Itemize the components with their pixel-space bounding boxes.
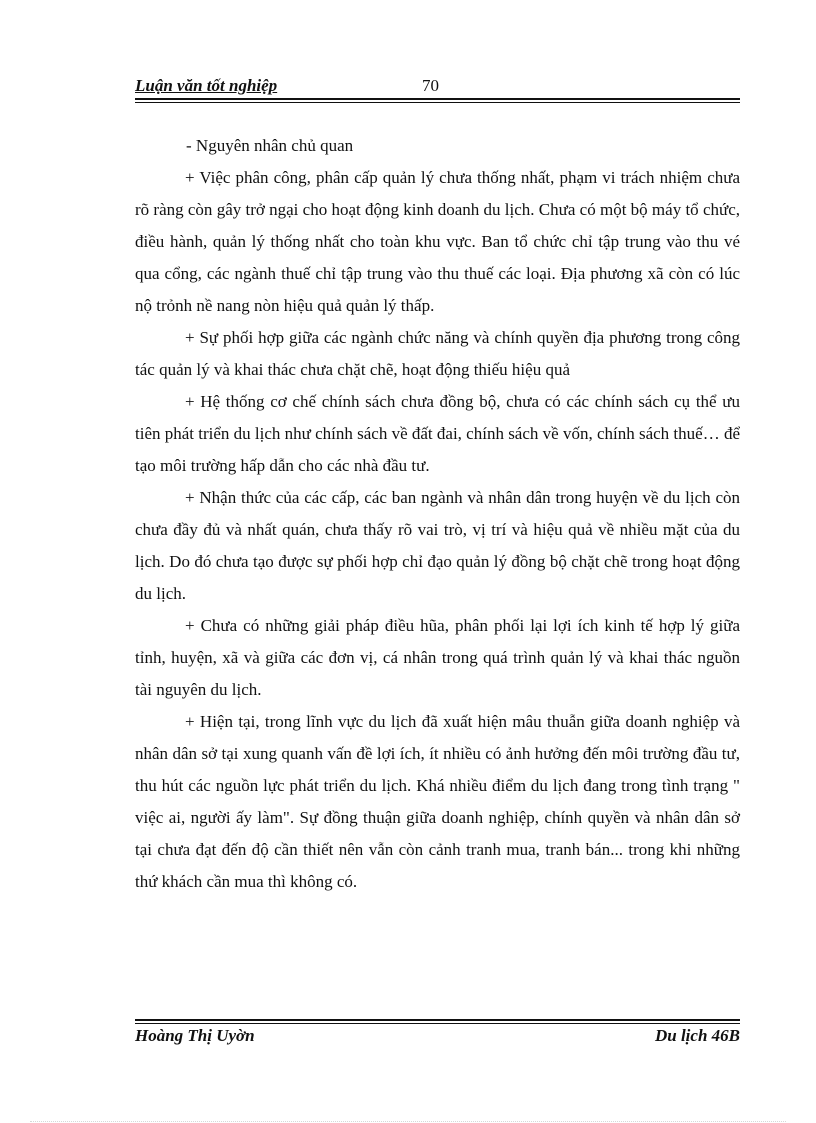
paragraph: + Chưa có những giải pháp điều hũa, phân phối lại lợi ích kinh tế hợp lý giữa tỉnh, huyện, xã và giữa các đơn vị, cá nhân trong quá trình quản lý và khai thác nguồn tài nguyên du lịch. <box>135 616 740 699</box>
document-title: Luận văn tốt nghiệp <box>135 76 278 95</box>
page-number: 70 <box>422 76 439 95</box>
paragraph: + Sự phối hợp giữa các ngành chức năng và chính quyền địa phương trong công tác quản lý và khai thác chưa chặt chẽ, hoạt động thiếu hiệu quả <box>135 328 740 379</box>
page-edge-divider <box>30 1121 786 1122</box>
paragraph: + Việc phân công, phân cấp quản lý chưa thống nhất, phạm vi trách nhiệm chưa rõ ràng còn gây trở ngại cho hoạt động kinh doanh du lịch. Chưa có một bộ máy tổ chức, điều hành, quản lý thống nhất cho toàn khu vực. Ban tổ chức chỉ tập trung vào thu vé qua cổng, các ngành thuế chỉ tập trung vào thu thuế các loại. Địa phương xã còn có lúc nộ trỏnh nề nang nòn hiệu quả quản lý thấp. <box>135 168 740 315</box>
page-footer <box>135 1026 740 1048</box>
header-rule-thin <box>135 102 740 103</box>
paragraph: + Nhận thức của các cấp, các ban ngành và nhân dân trong huyện về du lịch còn chưa đầy đủ và nhất quán, chưa thấy rõ vai trò, vị trí và hiệu quả về nhiều mặt của du lịch. Do đó chưa tạo được sự phối hợp chỉ đạo quản lý đồng bộ chặt chẽ trong hoạt động du lịch. <box>135 488 740 603</box>
paragraph: + Hiện tại, trong lĩnh vực du lịch đã xuất hiện mâu thuẫn giữa doanh nghiệp và nhân dân sở tại xung quanh vấn đề lợi ích, ít nhiều có ảnh hưởng đến môi trường đầu tư, thu hút các nguồn lực phát triển du lịch. Khá nhiều điểm du lịch đang trong tình trạng " việc ai, người ấy làm". Sự đồng thuận giữa doanh nghiệp, chính quyền và nhân dân sở tại chưa đạt đến độ cần thiết nên vẫn còn cảnh tranh mua, tranh bán... trong khi những thứ khách cần mua thì không có. <box>135 712 740 891</box>
page-header <box>135 76 740 98</box>
header-rule-thick <box>135 98 740 100</box>
paragraph-subheading: - Nguyên nhân chủ quan <box>186 136 354 155</box>
author-name: Hoàng Thị Uyờn <box>135 1026 255 1045</box>
footer-rule-thin <box>135 1023 740 1024</box>
class-name: Du lịch 46B <box>654 1026 740 1045</box>
paragraph: + Hệ thống cơ chế chính sách chưa đồng bộ, chưa có các chính sách cụ thể ưu tiên phát triển du lịch như chính sách về đất đai, chính sách về vốn, chính sách thuế… để tạo môi trường hấp dẫn cho các nhà đầu tư. <box>135 392 740 475</box>
footer-rule-thick <box>135 1019 740 1021</box>
body-text <box>135 130 740 898</box>
